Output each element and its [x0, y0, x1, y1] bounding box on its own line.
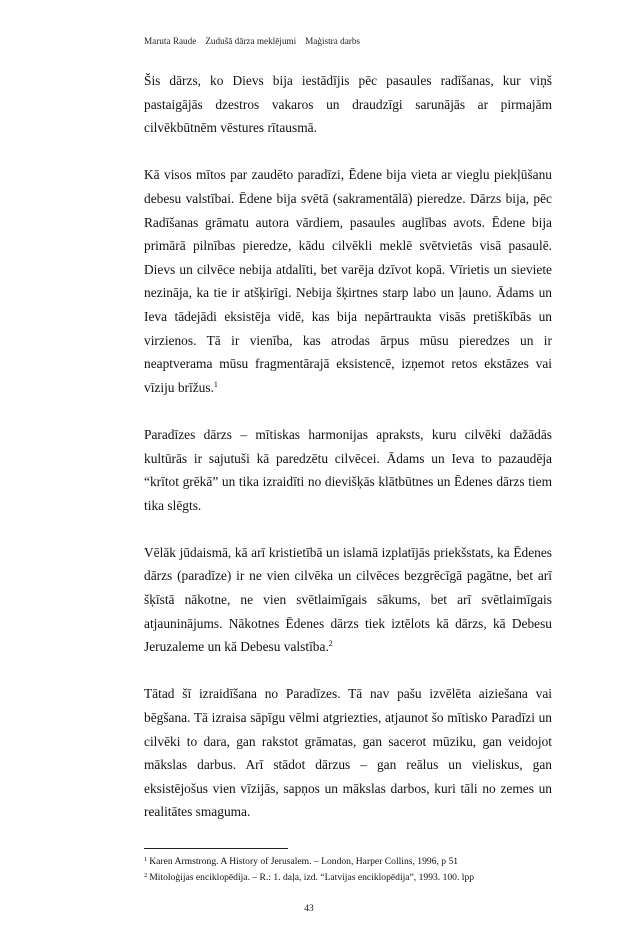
- paragraph: [144, 69, 552, 140]
- running-header: [144, 35, 618, 47]
- footnote-separator: [144, 848, 288, 849]
- page-number: 43: [304, 902, 314, 914]
- footnotes: [144, 854, 564, 886]
- header-type: Maģistra darbs: [305, 36, 360, 46]
- footnote-ref[interactable]: 1: [213, 379, 218, 389]
- footnote: [144, 870, 564, 886]
- footnote-text: Mitoloģijas enciklopēdija. – R.: 1. daļa, izd. “Latvijas enciklopēdija”, 1993. 100. lpp: [149, 871, 475, 883]
- paragraph-text: Tātad šī izraidīšana no Paradīzes. Tā nav pašu izvēlēta aiziešana vai bēgšana. Tā izraisa sāpīgu vēlmi atgriezties, atjaunot šo mītisko Paradīzi un cilvēki to dara, gan rakstot grāmatas, gan sacerot mūziku, gan veidojot mākslas darbus. Arī stādot dārzus – gan reālus un vieliskus, gan eksistējošus vien vīzijās, sapņos un mākslas darbos, kuri tāli no zemes un realitātes smaguma.: [144, 686, 552, 820]
- footnote: [144, 854, 564, 870]
- header-author: Maruta Raude: [144, 36, 197, 46]
- paragraph: [144, 163, 552, 399]
- header-title: Zudušā dārza meklējumi: [205, 36, 297, 46]
- paragraph: [144, 423, 552, 517]
- footnote-number: 2: [144, 871, 148, 879]
- paragraph: [144, 541, 552, 659]
- paragraph-text: Paradīzes dārzs – mītiskas harmonijas apraksts, kuru cilvēki dažādās kultūrās ir sajutuši kā paredzētu cilvēcei. Ādams un Ieva to pazaudēja “krītot grēkā” un tika izraidīti no dievišķās klātbūtnes un Ēdenes dārzs tiem tika slēgts.: [144, 426, 552, 513]
- body-text: [144, 69, 552, 824]
- footnote-text: Karen Armstrong. A History of Jerusalem. – London, Harper Collins, 1996, p 51: [149, 855, 459, 867]
- footnote-number: 1: [144, 855, 148, 863]
- paragraph-text: Šis dārzs, ko Dievs bija iestādījis pēc pasaules radīšanas, kur viņš pastaigājās dzestros vakaros un draudzīgi sarunājās ar pirmajām cilvēkbūtnēm vēstures rītausmā.: [144, 73, 552, 136]
- paragraph-text: Kā visos mītos par zaudēto paradīzi, Ēdene bija vieta ar vieglu piekļūšanu debesu valstībai. Ēdene bija svētā (sakramentālā) pieredze. Dārzs bija, pēc Radīšanas grāmatu autora vārdiem, pasaules auglības avots. Ēdene bija primārā pilnības pieredze, kādu cilvēkli meklē svētvietās visā pasaulē. Dievs un cilvēce nebija atdalīti, bet varēja dzīvot kopā. Vīrietis un sieviete nezināja, ka tie ir atšķirīgi. Nebija šķirtnes starp labo un ļauno. Ādams un Ieva tādejādi eksistēja vidē, kas bija nepārtraukta visās pretiškībās un virzienos. Tā ir vienība, kas atrodas ārpus mūsu pieredzes un ir neaptverama mūsu fragmentārajā eksistencē, izņemot retos ekstāzes vai vīziju brīžus.: [144, 167, 552, 395]
- paragraph: [144, 682, 552, 824]
- footnote-ref[interactable]: 2: [328, 639, 333, 649]
- paragraph-text: Vēlāk jūdaismā, kā arī kristietībā un islamā izplatījās priekšstats, ka Ēdenes dārzs (paradīze) ir ne vien cilvēka un cilvēces bezgrēcīgā pagātne, bet arī šķīstā nākotne, ne vien svētlaimīgais sākums, bet arī svētlaimīgais atjauninājums. Nākotnes Ēdenes dārzs tiek iztēlots kā dārzs, kā Debesu Jeruzaleme un kā Debesu valstība.: [144, 544, 552, 655]
